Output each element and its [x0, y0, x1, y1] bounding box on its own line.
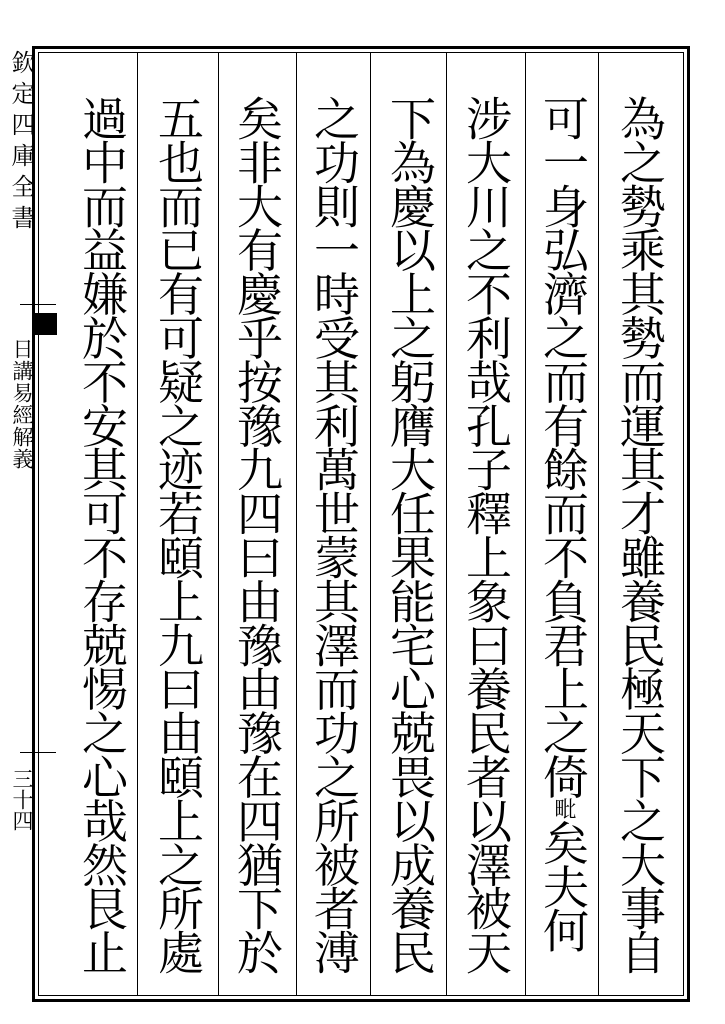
column-2-text: 可一身弘濟之而有餘而不負君上之倚 — [536, 95, 590, 798]
text-column-8: 過中而益嫌於不安其可不存兢惕之心哉然艮止 — [75, 95, 129, 974]
margin-page-number: 三十四 — [10, 768, 34, 831]
column-2-tail: 矣夫何 — [536, 819, 590, 952]
margin-rule — [20, 304, 56, 305]
text-column-3: 涉大川之不利哉孔子釋上象曰養民者以澤被天 — [459, 95, 513, 974]
interlinear-note: 毗 — [551, 797, 576, 820]
text-column-7: 五也而已有可疑之迹若頤上九曰由頤上之所處 — [151, 95, 205, 974]
text-column-6: 矣非大有慶乎按豫九四曰由豫由豫在四猶下於 — [230, 95, 284, 974]
column-rule — [296, 52, 297, 996]
column-rule — [446, 52, 447, 996]
column-rule — [137, 52, 138, 996]
text-column-5: 之功則一時受其利萬世蒙其澤而功之所被者溥 — [307, 95, 361, 974]
text-column-1: 為之勢乘其勢而運其才雖養民極天下之大事自 — [613, 95, 667, 974]
column-rule — [598, 52, 599, 996]
text-column-4: 下為慶以上之躬膺大任果能宅心兢畏以成養民 — [383, 95, 437, 974]
margin-book-title: 日講易經解義 — [10, 338, 34, 470]
column-rule — [370, 52, 371, 996]
margin-title: 欽定四庫全書 — [7, 50, 35, 236]
margin-rule — [20, 752, 56, 753]
column-rule — [218, 52, 219, 996]
column-rule — [525, 52, 526, 996]
fish-tail-mark — [33, 313, 57, 335]
text-column-2 — [531, 95, 595, 975]
